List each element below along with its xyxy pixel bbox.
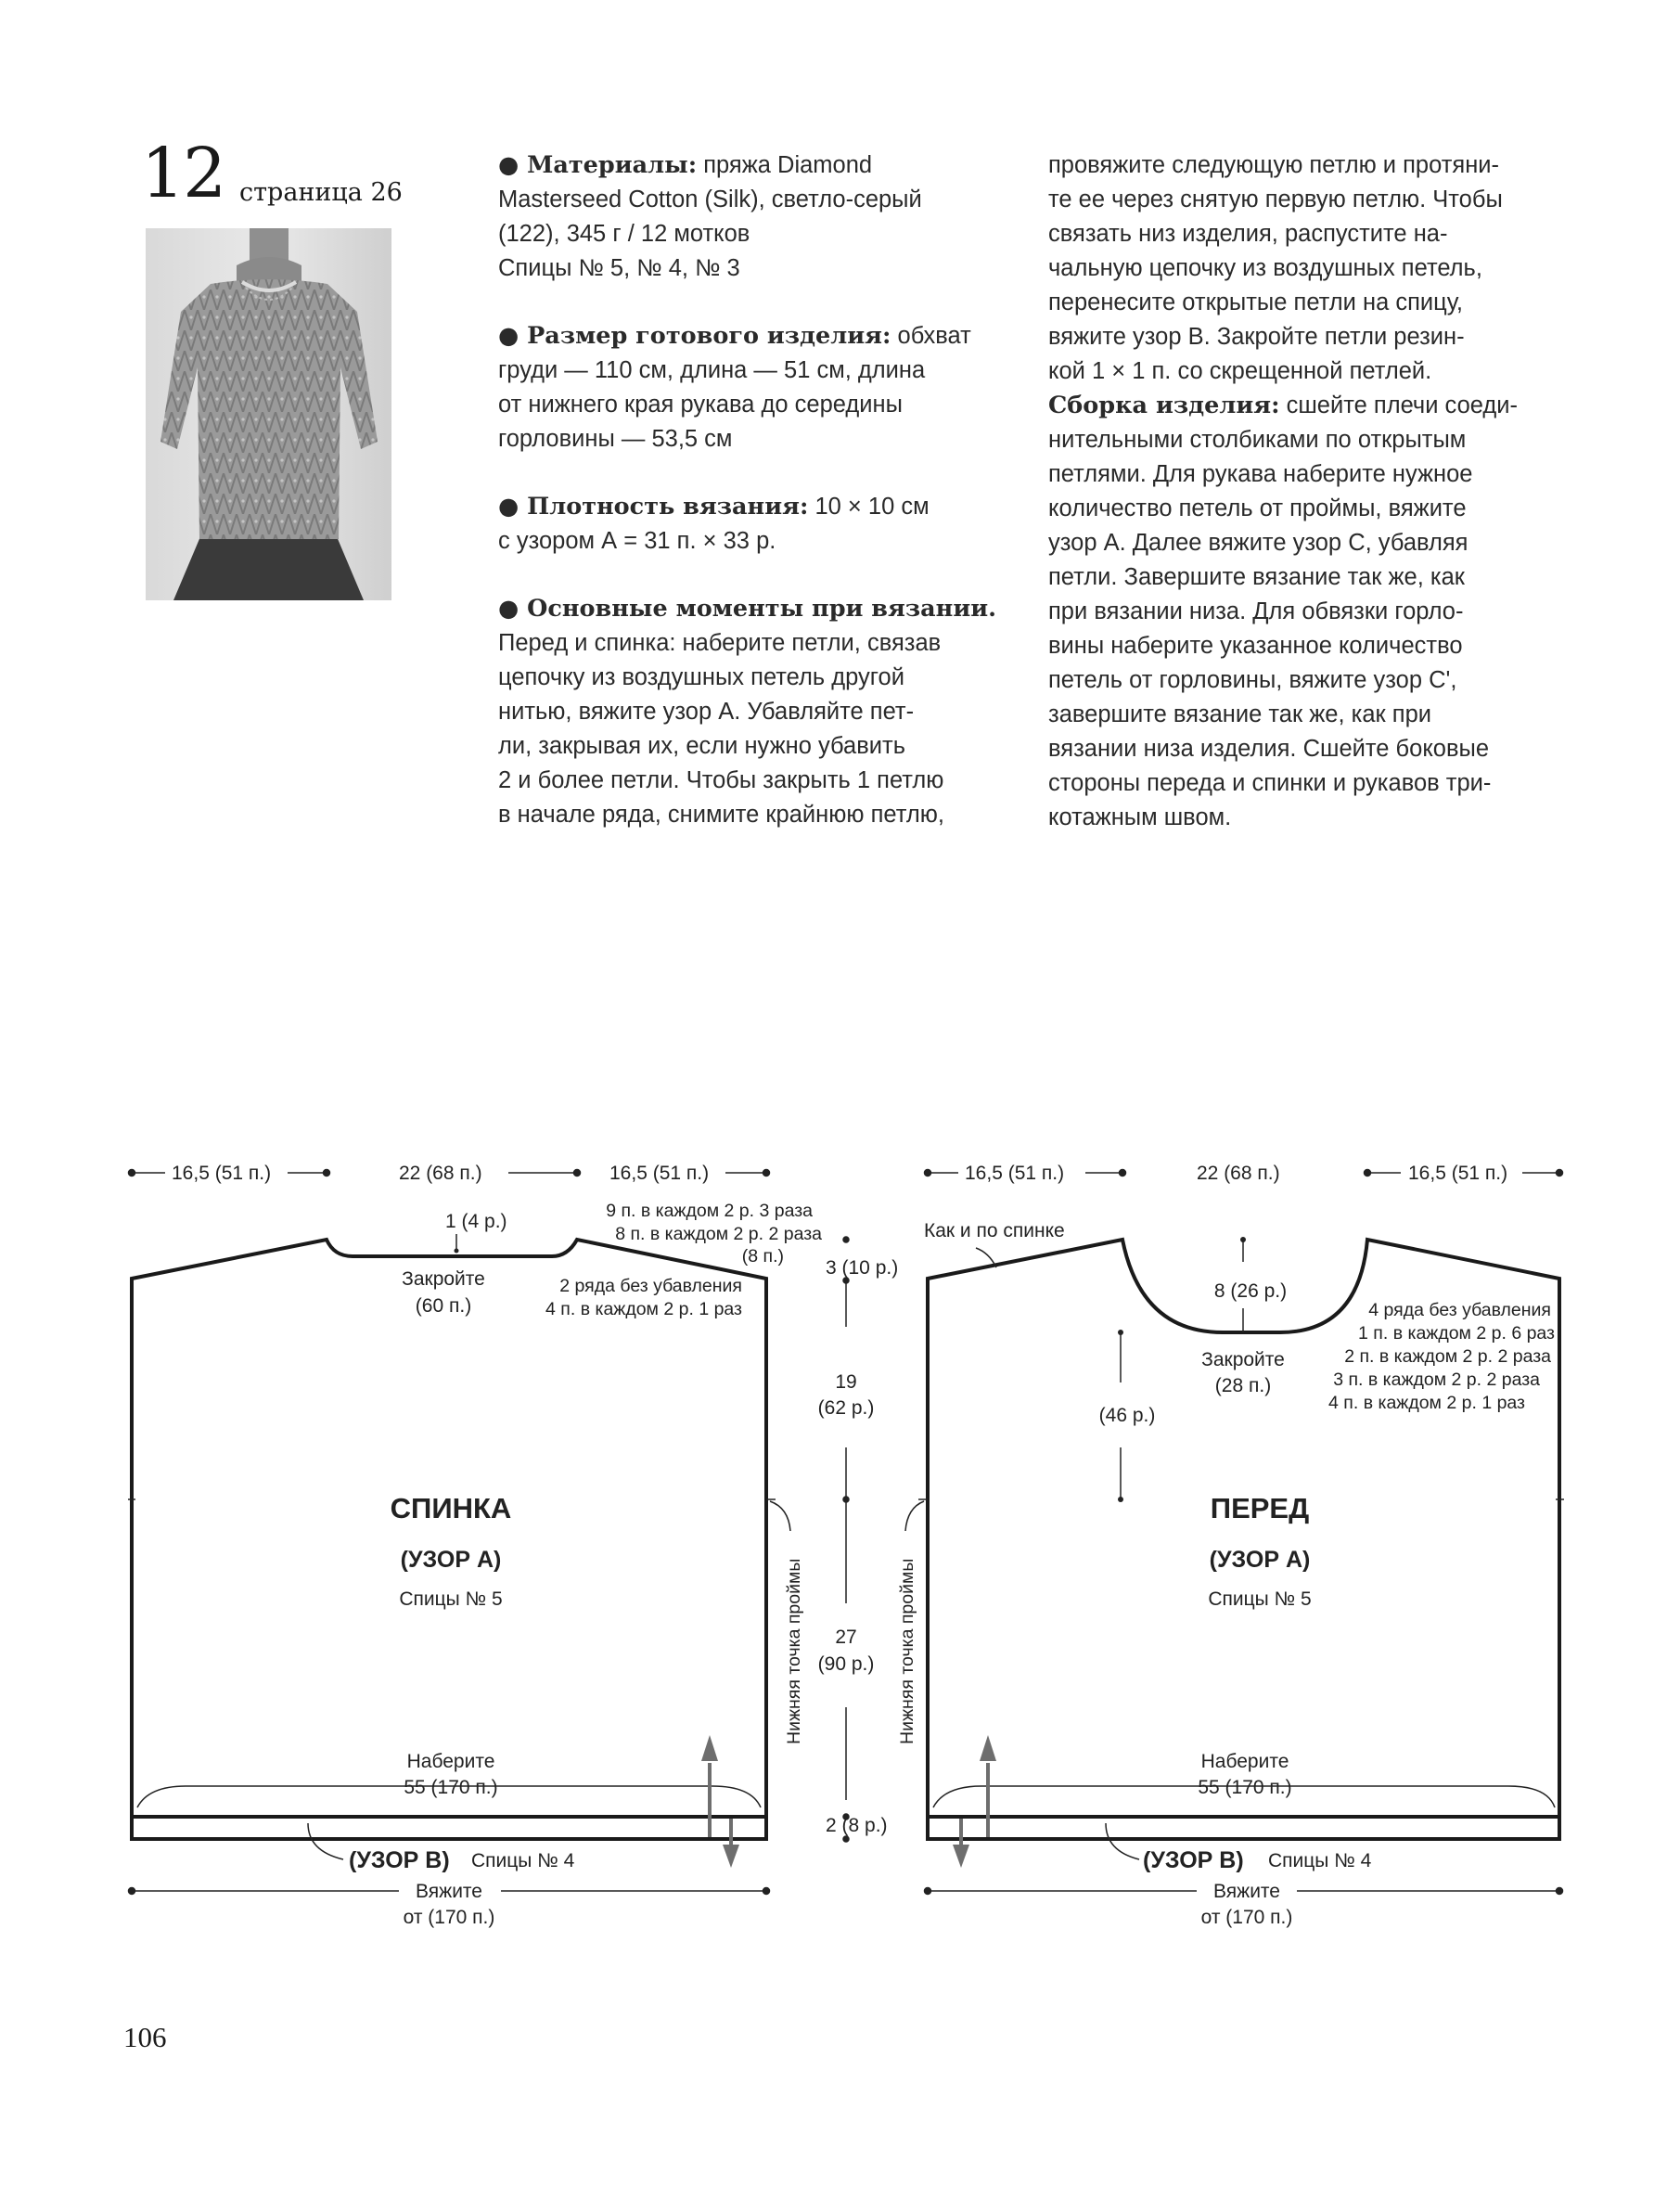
back-title: СПИНКА — [390, 1492, 512, 1524]
back-cast-label: Наберите — [406, 1751, 495, 1772]
front-dec-1: 4 ряда без убавления — [1368, 1300, 1551, 1320]
back-dec-3: (8 п.) — [741, 1246, 784, 1267]
page-reference: страница 26 — [239, 178, 403, 207]
front-title: ПЕРЕД — [1210, 1492, 1310, 1524]
size-line: горловины — 53,5 см — [498, 426, 733, 452]
body-line: при вязании низа. Для обвязки горло- — [1048, 598, 1464, 624]
gauge-section — [498, 490, 999, 559]
back-knit-count: от (170 п.) — [403, 1907, 495, 1928]
center-dimensions — [818, 1237, 899, 1842]
body-rows: (90 р.) — [817, 1653, 875, 1675]
back-dim-right: 16,5 (51 п.) — [609, 1163, 710, 1184]
assembly-label: Сборка изделия: — [1048, 392, 1280, 419]
front-dim-mid: 22 (68 п.) — [1197, 1163, 1280, 1184]
body-line: количество петель от проймы, вяжите — [1048, 495, 1467, 521]
front-dec-3: 2 п. в каждом 2 р. 2 раза — [1344, 1346, 1551, 1367]
body-line: чальную цепочку из воздушных петель, — [1048, 255, 1482, 281]
body-line: петлями. Для рукава наберите нужное — [1048, 461, 1473, 487]
front-neck-depth: 8 (26 р.) — [1213, 1280, 1288, 1302]
main-label: ● Основные моменты при вязании. — [498, 595, 997, 623]
back-close-label: Закройте — [402, 1268, 485, 1290]
back-direction-arrows — [701, 1735, 739, 1868]
front-rib-needles: Спицы № 4 — [1268, 1850, 1372, 1871]
back-close-count: (60 п.) — [415, 1295, 472, 1317]
back-needles: Спицы № 5 — [399, 1588, 503, 1610]
front-knit-label: Вяжите — [1213, 1881, 1280, 1902]
back-cast-count: 55 (170 п.) — [404, 1777, 498, 1798]
main-line: Перед и спинка: наберите петли, связав — [498, 630, 942, 656]
body-line: петель от горловины, вяжите узор С', — [1048, 667, 1457, 693]
back-rib-pattern: (УЗОР В) — [349, 1847, 450, 1873]
body-line: узор А. Далее вяжите узор С, убавляя — [1048, 530, 1468, 556]
rib-depth: 2 (8 р.) — [826, 1815, 888, 1836]
back-pattern: (УЗОР А) — [400, 1547, 502, 1573]
text-column-1 — [498, 148, 999, 866]
front-dec-4: 3 п. в каждом 2 р. 2 раза — [1333, 1370, 1540, 1390]
back-dec-2: 8 п. в каждом 2 р. 2 раза — [615, 1224, 822, 1244]
body-line: сшейте плечи соеди- — [1279, 392, 1518, 418]
front-armhole-label: Нижняя точка проймы — [897, 1558, 917, 1744]
front-knit-count: от (170 п.) — [1200, 1907, 1293, 1928]
back-dec-5: 4 п. в каждом 2 р. 1 раз — [545, 1299, 742, 1319]
back-dim-left: 16,5 (51 п.) — [172, 1163, 272, 1184]
size-section — [498, 319, 999, 457]
front-dim-left: 16,5 (51 п.) — [965, 1163, 1065, 1184]
back-rib-needles: Спицы № 4 — [471, 1850, 575, 1871]
size-line: от нижнего края рукава до середины — [498, 392, 903, 418]
front-like-back: Как и по спинке — [924, 1220, 1065, 1241]
front-dec-5: 4 п. в каждом 2 р. 1 раз — [1328, 1393, 1525, 1413]
back-piece — [128, 1163, 822, 1928]
body-length: 27 — [835, 1627, 857, 1648]
body-line: котажным швом. — [1048, 804, 1232, 830]
body-line: петли. Завершите вязание так же, как — [1048, 564, 1465, 590]
back-dec-4: 2 ряда без убавления — [559, 1276, 742, 1296]
front-close-label: Закройте — [1201, 1349, 1285, 1370]
materials-section — [498, 148, 999, 286]
materials-line: пряжа Diamond — [697, 152, 873, 178]
front-close-count: (28 п.) — [1214, 1375, 1272, 1396]
size-line: груди — 110 см, длина — 51 см, длина — [498, 357, 926, 383]
page-number: 106 — [123, 2021, 167, 2053]
body-line: завершите вязание так же, как при — [1048, 701, 1431, 727]
knitting-schematic — [0, 1141, 1680, 1976]
gauge-label: ● Плотность вязания: — [498, 493, 809, 521]
pattern-number: 12 — [141, 134, 225, 213]
back-neck-depth: 1 (4 р.) — [445, 1211, 507, 1232]
main-line: 2 и более петли. Чтобы закрыть 1 петлю — [498, 767, 944, 793]
body-line: кой 1 × 1 п. со скрещенной петлей. — [1048, 358, 1432, 384]
body-line: вяжите узор В. Закройте петли резин- — [1048, 324, 1465, 350]
size-label: ● Размер готового изделия: — [498, 322, 891, 350]
front-direction-arrows — [953, 1735, 996, 1868]
materials-label: ● Материалы: — [498, 151, 698, 179]
size-line: обхват — [891, 323, 971, 349]
front-rib-pattern: (УЗОР В) — [1143, 1847, 1244, 1873]
gauge-line: с узором А = 31 п. × 33 р. — [498, 528, 776, 554]
front-dim-right: 16,5 (51 п.) — [1408, 1163, 1508, 1184]
back-armhole-label: Нижняя точка проймы — [784, 1558, 804, 1744]
front-needles: Спицы № 5 — [1208, 1588, 1312, 1610]
shoulder-depth: 3 (10 р.) — [826, 1257, 899, 1279]
materials-line: Спицы № 5, № 4, № 3 — [498, 255, 740, 281]
body-line: провяжите следующую петлю и протяни- — [1048, 152, 1500, 178]
front-neck-rows: (46 р.) — [1098, 1405, 1156, 1426]
armhole-rows: (62 р.) — [817, 1397, 875, 1419]
body-line: вины наберите указанное количество — [1048, 633, 1463, 659]
main-line: нитью, вяжите узор А. Убавляйте пет- — [498, 699, 915, 725]
body-line: нительными столбиками по открытым — [1048, 427, 1467, 453]
body-line: стороны переда и спинки и рукавов три- — [1048, 770, 1492, 796]
front-pattern: (УЗОР А) — [1209, 1547, 1311, 1573]
armhole-depth: 19 — [835, 1371, 857, 1393]
body-line: те ее через снятую первую петлю. Чтобы — [1048, 186, 1503, 212]
body-line: вязании низа изделия. Сшейте боковые — [1048, 736, 1489, 762]
text-column-2 — [1048, 148, 1568, 835]
main-line: ли, закрывая их, если нужно убавить — [498, 733, 905, 759]
gauge-line: 10 × 10 см — [808, 494, 930, 520]
main-line: цепочку из воздушных петель другой — [498, 664, 904, 690]
back-knit-label: Вяжите — [416, 1881, 482, 1902]
main-section — [498, 592, 999, 832]
materials-line: (122), 345 г / 12 мотков — [498, 221, 750, 247]
front-dec-2: 1 п. в каждом 2 р. 6 раз — [1358, 1323, 1555, 1344]
sweater-photo — [146, 228, 391, 600]
front-cast-label: Наберите — [1200, 1751, 1289, 1772]
front-cast-count: 55 (170 п.) — [1198, 1777, 1292, 1798]
back-dec-1: 9 п. в каждом 2 р. 3 раза — [606, 1201, 813, 1221]
body-line: перенесите открытые петли на спицу, — [1048, 289, 1464, 315]
body-line: связать низ изделия, распустите на- — [1048, 221, 1448, 247]
back-dim-mid: 22 (68 п.) — [399, 1163, 482, 1184]
materials-line: Masterseed Cotton (Silk), светло-серый — [498, 186, 922, 212]
main-line: в начале ряда, снимите крайнюю петлю, — [498, 802, 944, 828]
front-piece — [897, 1163, 1564, 1928]
